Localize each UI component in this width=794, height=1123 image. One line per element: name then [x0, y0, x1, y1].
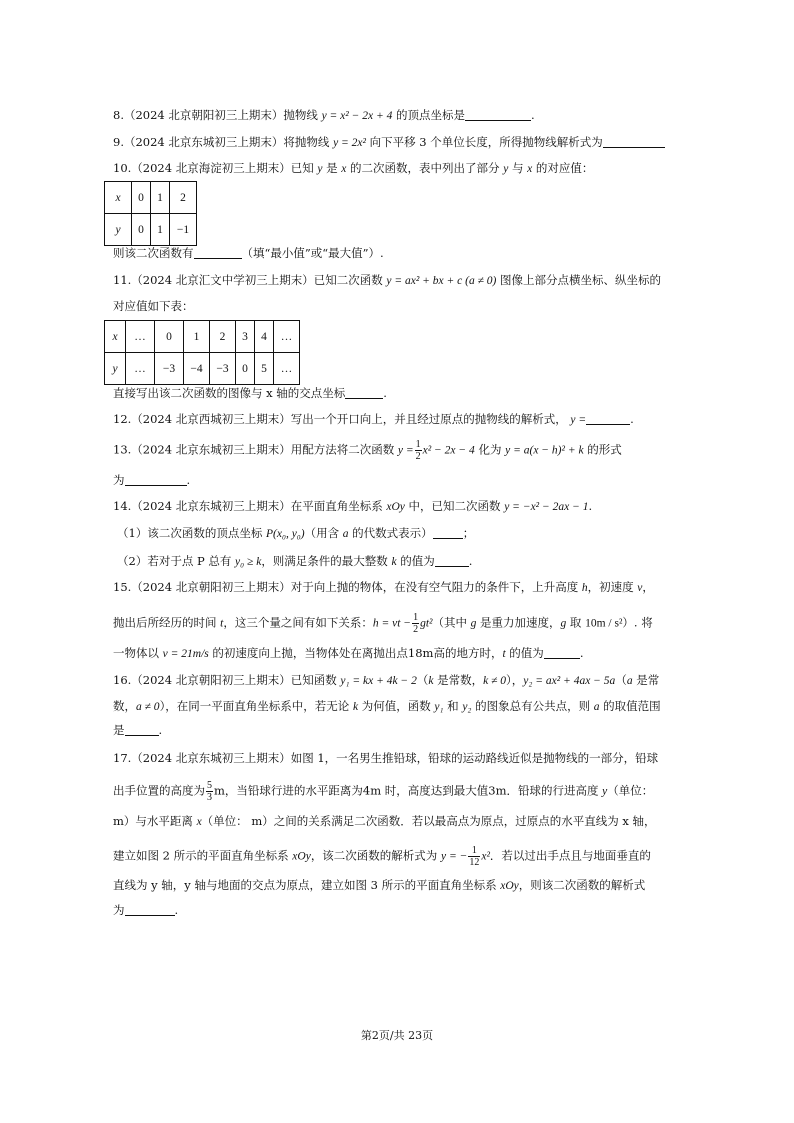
fraction-one-half: $\frac{1}{2}$	[415, 439, 421, 462]
question-12: 12.（2024 北京西城初三上期末）写出一个开口向上，并且经过原点的抛物线的解析式， y = .	[113, 412, 634, 426]
question-17: 17.（2024 北京东城初三上期末）如图 1，一名男生推铅球，铅球的运动路线近似是抛物线的一部分，铅球	[113, 751, 659, 765]
answer-blank[interactable]	[465, 108, 531, 121]
question-13: 13.（2024 北京东城初三上期末）用配方法将二次函数 y = $\frac{1}{2}$ x² − 2x − 4 化为 y = a(x − h)² + k 的形式	[113, 439, 622, 462]
question-17-line3: m）与水平距离 x（单位： m）之间的关系满足二次函数．若以最高点为原点，过原点的水平直线为 x 轴，	[113, 814, 656, 828]
question-11: 11.（2024 北京汇文中学初三上期末）已知二次函数 y = ax² + bx + c (a ≠ 0) 图像上部分点横坐标、纵坐标的	[113, 273, 662, 287]
question-14-part2: （2）若对于点 P 总有 y₀ ≥ k，则满足条件的最大整数 k 的值为 .	[117, 554, 473, 568]
value-table-q11: x … 0 1 2 3 4 … y … −3 −4 −3 0 5 …	[104, 320, 300, 385]
answer-blank[interactable]	[125, 903, 175, 916]
question-10-answer: 则该二次函数有 （填“最小值”或“最大值”）.	[113, 246, 384, 260]
question-17-line4: 建立如图 2 所示的平面直角坐标系 xOy，该二次函数的解析式为 y = − $\frac{1}{12}$ x²．若以过出手点且与地面垂直的	[113, 845, 651, 868]
answer-blank[interactable]	[125, 473, 187, 486]
question-15-line2: 抛出后所经历的时间 t，这三个量之间有如下关系：h = vt − $\frac{1}{2}$ gt²（其中 g 是重力加速度，g 取 10m / s²）. 将	[113, 612, 653, 635]
question-11-line2: 对应值如下表：	[113, 299, 194, 313]
fraction-one-twelfth: $\frac{1}{12}$	[469, 845, 480, 868]
question-15-line3: 一物体以 v = 21m/s 的初速度向上抛，当物体处在离抛出点18m高的地方时，t 的值为 .	[113, 646, 584, 660]
equation: y = x² − 2x + 4	[321, 110, 393, 122]
page-footer: 第2页/共 23页	[360, 1029, 434, 1042]
question-14-part1: （1）该二次函数的顶点坐标 P(x₀, y₀)（用含 a 的代数式表示） ；	[117, 526, 475, 540]
question-15: 15.（2024 北京朝阳初三上期末）对于向上抛的物体，在没有空气阻力的条件下，上升高度 h，初速度 v，	[113, 580, 654, 594]
question-8: 8.（2024 北京朝阳初三上期末）抛物线 y = x² − 2x + 4 的顶点坐标是 .	[113, 108, 535, 122]
question-14: 14.（2024 北京东城初三上期末）在平面直角坐标系 xOy 中，已知二次函数 y = −x² − 2ax − 1.	[113, 499, 593, 513]
answer-blank[interactable]	[586, 412, 630, 425]
answer-blank[interactable]	[125, 723, 159, 736]
fraction-one-half: $\frac{1}{2}$	[413, 612, 419, 635]
question-13-line2: 为 .	[113, 473, 191, 487]
question-17-line2: 出手位置的高度为 $\frac{5}{3}$ m，当铅球行进的水平距离为4m 时，高度达到最大值3m．铅球的行进高度 y（单位：	[113, 780, 654, 803]
answer-blank[interactable]	[603, 135, 665, 148]
answer-blank[interactable]	[433, 526, 463, 539]
question-17-line5: 直线为 y 轴，y 轴与地面的交点为原点，建立如图 3 所示的平面直角坐标系 xOy，则该二次函数的解析式	[113, 878, 646, 892]
question-9: 9.（2024 北京东城初三上期末）将抛物线 y = 2x² 向下平移 3 个单位长度，所得抛物线解析式为	[113, 134, 665, 151]
question-11-answer: 直接写出该二次函数的图像与 x 轴的交点坐标 .	[113, 386, 387, 400]
question-10: 10.（2024 北京海淀初三上期末）已知 y 是 x 的二次函数，表中列出了部分 y 与 x 的对应值：	[113, 161, 594, 175]
question-16-line3: 是 .	[113, 723, 163, 737]
value-table-q10: x 0 1 2 y 0 1 −1	[104, 181, 197, 246]
fraction-five-thirds: $\frac{5}{3}$	[207, 780, 212, 803]
answer-blank[interactable]	[345, 386, 383, 399]
equation: y = ax² + bx + c (a ≠ 0)	[386, 275, 497, 287]
question-16: 16.（2024 北京朝阳初三上期末）已知函数 y₁ = kx + 4k − 2（k 是常数，k ≠ 0），y₂ = ax² + 4ax − 5a（a 是常	[113, 673, 660, 687]
question-17-line6: 为 .	[113, 903, 179, 917]
answer-blank[interactable]	[194, 246, 242, 259]
equation: y = 2x²	[333, 137, 366, 149]
question-16-line2: 数，a ≠ 0），在同一平面直角坐标系中，若无论 k 为何值，函数 y₁ 和 y₂ 的图象总有公共点，则 a 的取值范围	[113, 699, 661, 713]
answer-blank[interactable]	[544, 646, 580, 659]
answer-blank[interactable]	[435, 554, 469, 567]
